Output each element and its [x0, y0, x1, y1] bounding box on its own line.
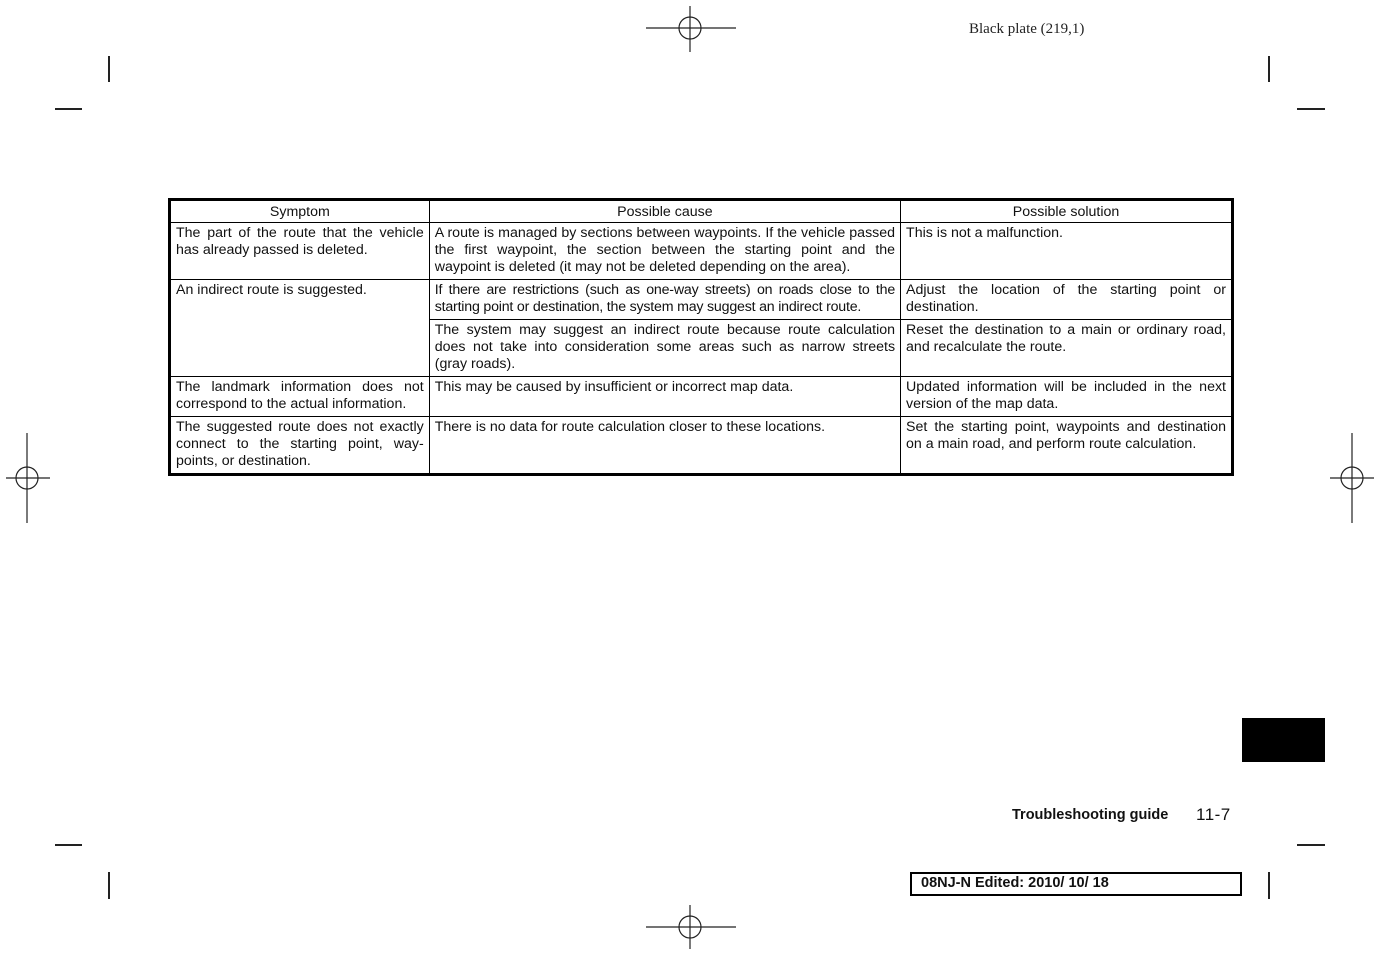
- cause-cell: This may be caused by insufficient or incorrect map data.: [429, 377, 900, 417]
- table-row: [170, 417, 1233, 475]
- troubleshooting-table: [168, 198, 1234, 476]
- solution-cell: This is not a malfunction.: [901, 223, 1233, 280]
- edit-stamp-box: [910, 872, 1242, 896]
- crop-mark-bottom-left-v: [108, 872, 110, 899]
- section-title: Troubleshooting guide: [1012, 807, 1169, 823]
- solution-cell: Adjust the location of the starting point or destination.: [901, 280, 1233, 320]
- cause-cell: There is no data for route calculation closer to these locations.: [429, 417, 900, 475]
- registration-mark-bottom-icon: [646, 905, 736, 949]
- crop-mark-top-right-v: [1268, 56, 1270, 82]
- table-row: [170, 223, 1233, 280]
- registration-mark-left-icon: [6, 433, 50, 523]
- cause-cell: A route is managed by sections between waypoints. If the vehicle passed the first waypoint, the section between the starting point and the waypoint is deleted (it may not be deleted depending on the area).: [429, 223, 900, 280]
- edit-stamp-text: 08NJ-N Edited: 2010/ 10/ 18: [921, 875, 1109, 891]
- crop-mark-top-left-v: [108, 56, 110, 82]
- header-possible-solution: Possible solution: [901, 200, 1233, 223]
- solution-cell: Set the starting point, waypoints and destination on a main road, and perform route calculation.: [901, 417, 1233, 475]
- page-number: 11-7: [1196, 805, 1231, 824]
- symptom-cell: The suggested route does not exactly connect to the starting point, way-points, or destination.: [170, 417, 430, 475]
- cause-cell: The system may suggest an indirect route because route calculation does not take into consideration some areas such as narrow streets (gray roads).: [429, 320, 900, 377]
- header-symptom: Symptom: [170, 200, 430, 223]
- symptom-cell: An indirect route is suggested.: [170, 280, 430, 377]
- plate-label: Black plate (219,1): [969, 21, 1085, 37]
- registration-mark-top-icon: [646, 6, 736, 52]
- solution-cell: Updated information will be included in the next version of the map data.: [901, 377, 1233, 417]
- registration-mark-right-icon: [1330, 433, 1374, 523]
- header-possible-cause: Possible cause: [429, 200, 900, 223]
- table-header-row: [170, 200, 1233, 223]
- cause-cell: If there are restrictions (such as one-way streets) on roads close to the starting point or destination, the system may suggest an indirect route.: [429, 280, 900, 320]
- crop-mark-top-right-h: [1297, 108, 1325, 110]
- symptom-cell: The landmark information does not correspond to the actual information.: [170, 377, 430, 417]
- crop-mark-bottom-right-v: [1268, 872, 1270, 899]
- chapter-tab-block: [1242, 718, 1325, 762]
- symptom-cell: The part of the route that the vehicle has already passed is deleted.: [170, 223, 430, 280]
- crop-mark-bottom-left-h: [55, 844, 82, 846]
- table-row: [170, 377, 1233, 417]
- crop-mark-bottom-right-h: [1297, 844, 1325, 846]
- solution-cell: Reset the destination to a main or ordinary road, and recalculate the route.: [901, 320, 1233, 377]
- table-row: [170, 280, 1233, 320]
- crop-mark-top-left-h: [55, 108, 82, 110]
